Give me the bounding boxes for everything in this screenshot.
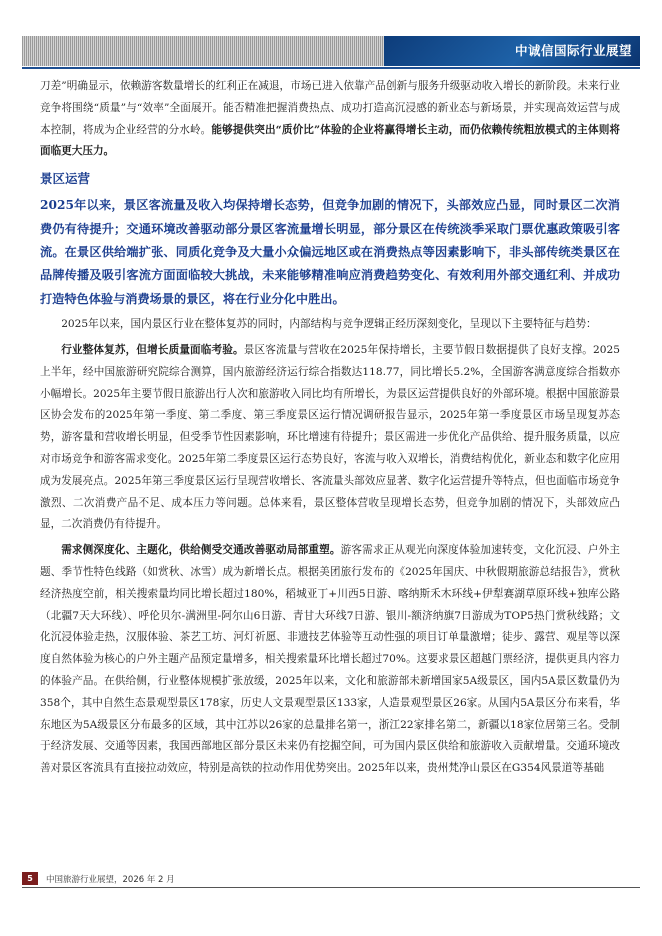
page-header-band xyxy=(22,36,640,66)
page-number-badge: 5 xyxy=(22,872,38,885)
paragraph-industry-recovery-text: 景区客流量与营收在2025年保持增长，主要节假日数据提供了良好支撑。2025上半年，经中国旅游研究院综合测算，国内旅游经济运行综合指数达118.77，同比增长5.2%，全国游客满意度综合指数亦小幅增长。2025年主要节假日旅游出行人次和旅游收入同比均有所增长，为景区运营提供良好的外部环境。根据中国旅游景区协会发布的2025年第一季度、第二季度、第三季度景区运行情况调研报告显示，2025年第一季度景区市场呈现复苏态势，游客量和营收增长明显，但受季节性因素影响，环比增速有待提升；景区需进一步优化产品供给、提升服务质量，以应对市场竞争和游客需求变化。2025年第二季度景区运行态势良好，客流与收入双增长，消费结构优化，新业态和数字化应用成为发展亮点。2025年第三季度景区运行呈现营收增长、客流量头部效应显著、数字化运营提升等特点，但也面临市场竞争激烈、二次消费产品不足、成本压力等问题。总体来看，景区整体营收呈现增长态势，但竞争加剧的情况下，头部效应凸显，二次消费仍有待提升。 xyxy=(40,344,621,531)
header-brand-block xyxy=(384,36,640,66)
intro-text: 刀差”明确显示，依赖游客数量增长的红利正在减退，市场已进入依靠产品创新与服务升级驱动收入增长的新阶段。未来行业竞争将围绕“质量”与“效率”全面展开。能否精准把握消费热点、成功打造高沉浸感的新业态与新场景，并实现高效运营与成本控制，将成为企业经营的分水岭。 xyxy=(40,80,620,136)
intro-paragraph xyxy=(40,76,620,163)
footer-rule xyxy=(22,887,640,888)
paragraph-demand-supply-heading: 需求侧深度化、主题化，供给侧受交通改善驱动局部重塑。 xyxy=(61,544,341,557)
header-rule xyxy=(22,67,640,69)
paragraph-industry-recovery xyxy=(40,340,620,536)
header-brand-title: 中诚信国际行业展望 xyxy=(514,43,632,58)
section-lead-paragraph: 2025年以来，国内景区行业在整体复苏的同时，内部结构与竞争逻辑正经历深刻变化，呈现以下主要特征与趋势： xyxy=(61,318,597,331)
document-body xyxy=(40,76,620,780)
paragraph-demand-supply-text: 游客需求正从观光向深度体验加速转变，文化沉浸、户外主题、季节性特色线路（如赏秋、冰雪）成为新增长点。根据美团旅行发布的《2025年国庆、中秋假期旅游总结报告》，赏秋经济热度空前，相关搜索量均同比增长超过180%，稻城亚丁+川西5日游、喀纳斯禾木环线+伊犁赛湖草原环线+独库公路（北疆7天大环线）、呼伦贝尔-满洲里-阿尔山6日游、青甘大环线7日游、银川-额济纳旗7日游成为TOP5热门赏秋线路；文化沉浸体验走热，汉服体验、茶艺工坊、河灯祈愿、非遗技艺体验等互动性强的项目订单量激增；徒步、露营、观星等以深度自然体验为核心的户外主题产品预定量增多，相关搜索量环比增长超过70%。这要求景区超越门票经济，提供更具内容力的体验产品。在供给侧，行业整体规模扩张放缓，2025年以来，文化和旅游部未新增国家5A级景区，国内5A景区数量仍为358个，其中自然生态景观型景区178家，历史人文景观型景区133家，人造景观型景区26家。从国内5A景区分布来看，华东地区为5A级景区分布最多的区域，其中江苏以26家的总量排名第一，浙江22家排名第二，新疆以18家位居第三名。受制于经济发展、交通等因素，我国西部地区部分景区未来仍有挖掘空间，可为国内景区供给和旅游收入贡献增量。交通环境改善对景区客流具有直接拉动效应，特别是高铁的拉动作用优势突出。2025年以来，贵州梵净山景区在G354风景道等基础 xyxy=(40,544,620,775)
paragraph-demand-supply xyxy=(40,540,620,780)
intro-bold-conclusion: 能够提供突出“质价比”体验的企业将赢得增长主动，而仍依赖传统粗放模式的主体则将面临更大压力。 xyxy=(40,123,621,158)
section-summary: 2025年以来，景区客流量及收入均保持增长态势，但竞争加剧的情况下，头部效应凸显，同时景区二次消费仍有待提升；交通环境改善驱动部分景区客流量增长明显，部分景区在传统淡季采取门票优惠政策吸引客流。在景区供给端扩张、同质化竞争及大量小众偏远地区或在消费热点等因素影响下，非头部传统类景区在品牌传播及吸引客流方面面临较大挑战，未来能够精准响应消费趋势变化、有效利用外部交通红利、并成功打造特色体验与消费场景的景区，将在行业分化中胜出。 xyxy=(40,198,620,306)
paragraph-industry-recovery-heading: 行业整体复苏，但增长质量面临考验。 xyxy=(61,344,244,357)
footer-publication: 中国旅游行业展望，2026 年 2 月 xyxy=(46,875,175,885)
section-heading: 景区运营 xyxy=(40,171,91,187)
